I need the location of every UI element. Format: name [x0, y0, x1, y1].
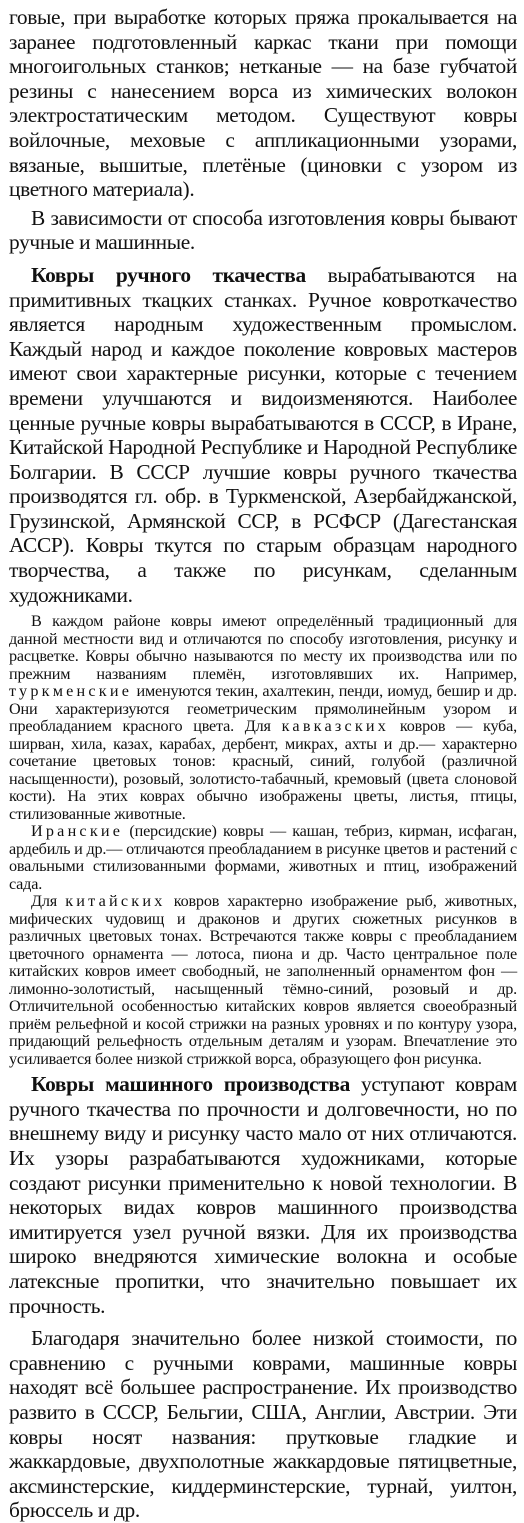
chinese-term: китайских	[65, 892, 166, 911]
hand-woven-heading: Ковры ручного ткачества	[31, 262, 306, 287]
machine-made-text: уступают коврам ручного ткачества по прочности и долговечности, но по внешнему виду и рисунку часто мало от них отличаются. Их узоры разрабатываются художниками, которые создают рисунки применительно к новой технологии. В некоторых видах ковров машинного производства имитируется узел ручной вязки. Для их производства широко внедряются химические волокна и особые латексные пропитки, что значительно повышает их прочность.	[9, 1072, 517, 1318]
paragraph-machine-spread: Благодаря значительно более низкой стоимости, по сравнению с ручными коврами, машинные ковры находят всё большее распространение. Их производство развито в СССР, Бельгии, США, Англии, Австрии. Эти ковры носят названия: прутковые гладкие и жаккардовые, двухполотные жаккардовые пятицветные, аксминстерские, киддерминстерские, турнай, уилтон, брюссель и др.	[9, 1326, 517, 1523]
iranian-term: Иранские	[31, 822, 124, 841]
hand-woven-text: вырабатываются на примитивных ткацких станках. Ручное ковроткачество является народным художественным промыслом. Каждый народ и каждое поколение ковровых мастеров имеют свои характерные рисунки, которые с течением времени улучшаются и видоизменяются. Наиболее ценные ручные ковры вырабатываются в СССР, в Иране, Китайской Народной Республике и Народной Республике Болгарии. В СССР лучшие ковры ручного ткачества производятся гл. обр. в Туркменской, Азербайджанской, Грузинской, Армянской ССР, в РСФСР (Дагестанская АССР). Ковры ткутся по старым образцам народного творчества, а также по рисункам, сделанным художниками.	[9, 262, 517, 607]
note-chinese-text-a: Для	[31, 892, 66, 911]
paragraph-hand-woven	[9, 263, 517, 607]
machine-made-heading: Ковры машинного производства	[31, 1072, 350, 1097]
paragraph-machine-made	[9, 1072, 517, 1318]
note-regional-text-c: именуются текин, ахалтекин, пенди, иомуд, бешир и др. Они характеризуются геометрическим прямолинейным узором и преобладанием красного цвета. Для	[9, 682, 517, 736]
note-iranian-text: (персидские) ковры — кашан, тебриз, кирман, исфаган, ардебиль и др.— отличаются преобладанием в рисунке цветов и растений с овальными стилизованными формами, животных и птиц, изображений сада.	[9, 822, 517, 893]
note-chinese-text-c: ковров характерно изображение рыб, животных, мифических чудовищ и драконов и других сюжетных рисунков в различных цветовых тонах. Встречаются также ковры с преобладанием цветочного орнамента — лотоса, пиона и др. Часто центральное поле китайских ковров имеет свободный, не заполненный орнаментом фон — лимонно-золотистый, насыщенный тёмно-синий, розовый и др. Отличительной особенностью китайских ковров является своеобразный приём рельефной и косой стрижки на разных уровнях и по контуру узора, придающий рельефность отдельным деталям и узорам. Впечатление это усиливается более низкой стрижкой ворса, образующего фон рисунка.	[9, 892, 518, 1068]
note-iranian-carpets	[9, 823, 517, 893]
note-regional-text-a: В каждом районе ковры имеют определённый традиционный для данной местности вид и отличаются по способу изготовления, рисунку и расцветке. Ковры обычно называются по месту их производства или по прежним названиям племён, изготовлявших их. Например,	[9, 612, 517, 683]
note-regional-text-e: ковров — куба, ширван, хила, казах, карабах, дербент, микрах, ахты и др.— характерно сочетание цветовых тонов: красный, синий, голубой (различной насыщенности), розовый, золотисто-табачный, кремовый (цвета слоновой кости). На этих коврах обычно изображены цветы, листья, птицы, стилизованные животные.	[9, 717, 518, 823]
paragraph-carpet-types: говые, при выработке которых пряжа прокалывается на заранее подготовленный каркас ткани при помощи многоигольных станков; нетканые — на базе губчатой резины с нанесением ворса из химических волокон электростатическим методом. Существуют ковры войлочные, меховые с аппликационными узорами, вязаные, вышитые, плетёные (циновки с узором из цветного материала).	[9, 5, 517, 202]
note-chinese-carpets	[9, 893, 517, 1068]
turkmen-term: туркменские	[9, 682, 133, 701]
caucasian-term: кавказских	[281, 717, 390, 736]
paragraph-production-methods: В зависимости от способа изготовления ковры бывают ручные и машинные.	[9, 205, 517, 255]
note-regional-carpets	[9, 613, 517, 823]
